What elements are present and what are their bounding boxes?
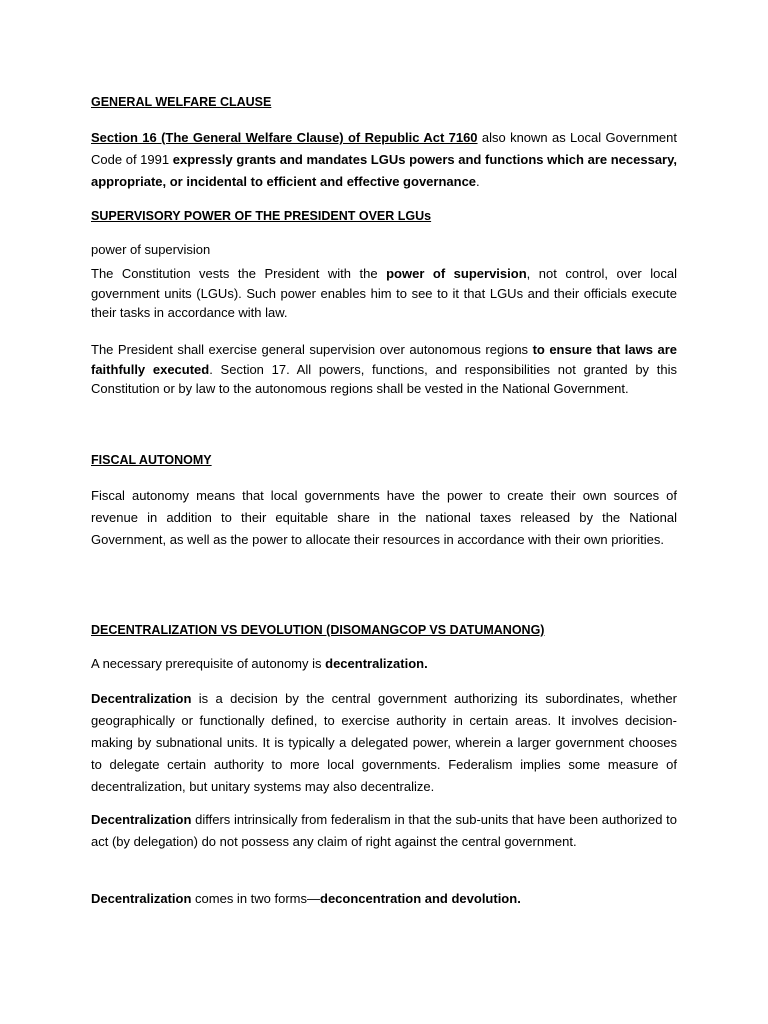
paragraph-autonomous-regions: The President shall exercise general supervision over autonomous regions to ensure that laws are faithfully executed. Section 17. All powers, functions, and responsibilities not granted by this Constitution or by law to the autonomous regions shall be vested in the National Government. [91, 342, 677, 396]
paragraph-general-welfare: Section 16 (The General Welfare Clause) of Republic Act 7160 also known as Local Government Code of 1991 expressly grants and mandates LGUs powers and functions which are necessary, appropriate, or incidental to efficient and effective governance. [91, 130, 677, 189]
subtitle-power-of-supervision: power of supervision [91, 242, 211, 257]
heading-fiscal-autonomy: FISCAL AUTONOMY [91, 453, 212, 467]
paragraph-decentralization-definition: Decentralization is a decision by the central government authorizing its subordinates, whether geographically or functionally defined, to exercise authority in certain areas. It involves decision-making by subnational units. It is typically a delegated power, wherein a larger government chooses to delegate certain authority to more local governments. Federalism implies some measure of decentralization, but unitary systems may also decentralize. [91, 691, 677, 794]
paragraph-decentralization-federalism: Decentralization differs intrinsically from federalism in that the sub-units that have been authorized to act (by delegation) do not possess any claim of right against the central government. [91, 812, 677, 849]
paragraph-supervision: The Constitution vests the President with the power of supervision, not control, over local government units (LGUs). Such power enables him to see to it that LGUs and their officials execute their tasks in accordance with law. [91, 266, 677, 320]
ra-7160-reference: Section 16 (The General Welfare Clause) of Republic Act 7160 [91, 130, 478, 145]
paragraph-fiscal-autonomy: Fiscal autonomy means that local governments have the power to create their own sources of revenue in addition to their equitable share in the national taxes released by the National Government, as well as the power to allocate their resources in accordance with their own priorities. [91, 488, 677, 547]
heading-general-welfare: GENERAL WELFARE CLAUSE [91, 95, 272, 109]
heading-decentralization-vs-devolution: DECENTRALIZATION VS DEVOLUTION (DISOMANGCOP VS DATUMANONG) [91, 623, 545, 637]
heading-supervisory-power: SUPERVISORY POWER OF THE PRESIDENT OVER LGUs [91, 209, 432, 223]
paragraph-decentralization-forms: Decentralization comes in two forms—deconcentration and devolution. [91, 891, 521, 906]
paragraph-prerequisite: A necessary prerequisite of autonomy is decentralization. [91, 656, 428, 671]
